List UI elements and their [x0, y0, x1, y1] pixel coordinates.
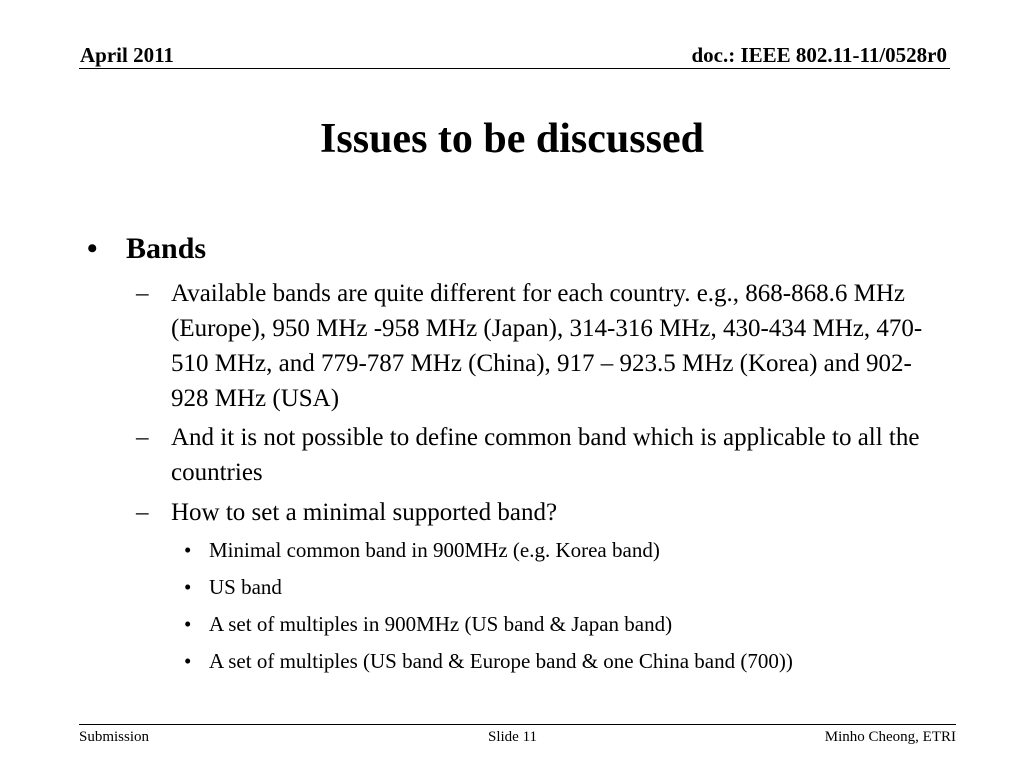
sub-bullet-text: And it is not possible to define common band which is applicable to all the countries	[171, 424, 920, 486]
option-text: Minimal common band in 900MHz (e.g. Korea band)	[209, 538, 660, 562]
bullet-marker: •	[184, 612, 192, 636]
header-document-id: doc.: IEEE 802.11-11/0528r0	[691, 43, 947, 67]
bullet-bands	[87, 228, 947, 270]
dash-marker: –	[136, 280, 149, 307]
footer-slide-number: Slide 11	[488, 729, 538, 745]
option-item	[184, 573, 944, 601]
option-item	[184, 610, 944, 638]
bullet-text: Bands	[126, 232, 207, 265]
sub-bullet-text: How to set a minimal supported band?	[171, 499, 558, 526]
sub-bullet-minimal-band	[136, 495, 936, 530]
footer-divider	[79, 724, 956, 725]
bullet-marker: •	[184, 538, 192, 562]
dash-marker: –	[136, 424, 149, 451]
header-date: April 2011	[80, 43, 174, 67]
footer-author: Minho Cheong, ETRI	[824, 729, 956, 745]
option-text: A set of multiples in 900MHz (US band & Japan band)	[209, 612, 673, 636]
slide-title: Issues to be discussed	[320, 116, 704, 162]
dash-marker: –	[136, 499, 149, 526]
option-item	[184, 536, 944, 564]
bullet-marker: •	[87, 232, 98, 265]
bullet-marker: •	[184, 649, 192, 673]
option-item	[184, 647, 944, 675]
bullet-marker: •	[184, 575, 192, 599]
sub-bullet-no-common-band	[136, 420, 936, 490]
option-text: A set of multiples (US band & Europe band & one China band (700))	[209, 649, 793, 673]
sub-bullet-text: Available bands are quite different for each country. e.g., 868-868.6 MHz (Europe), 950 MHz -958 MHz (Japan), 314-316 MHz, 430-434 MHz, 470-510 MHz, and 779-787 MHz (China), 917 – 923.5 MHz (Korea) and 902-928 MHz (USA)	[171, 280, 923, 412]
sub-bullet-available-bands	[136, 276, 936, 416]
option-text: US band	[209, 575, 282, 599]
footer-submission: Submission	[79, 729, 150, 745]
